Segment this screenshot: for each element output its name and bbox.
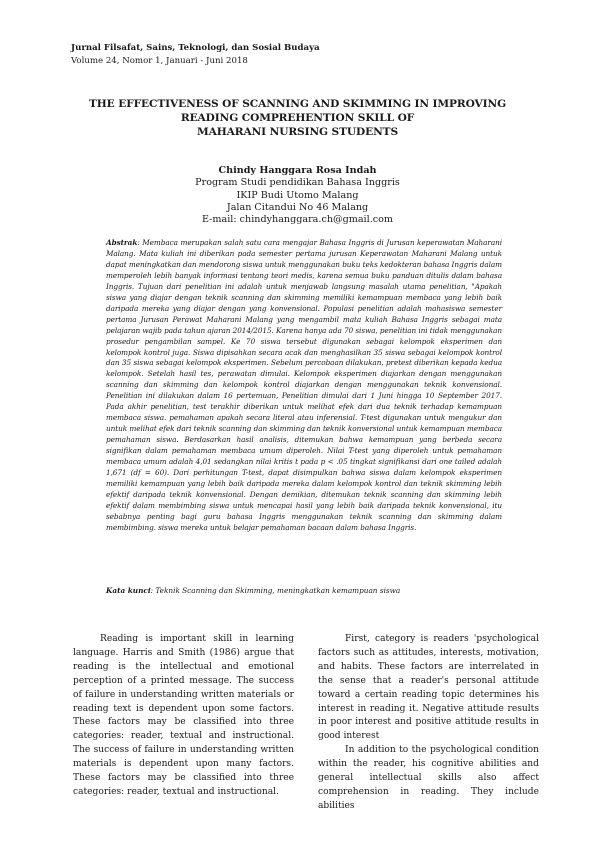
title-line-3: MAHARANI NURSING STUDENTS [196,126,399,138]
journal-volume: Volume 24, Nomor 1, Januari - Juni 2018 [71,55,248,66]
journal-header [71,42,320,67]
author-block [60,165,535,226]
title-line-2: READING COMPREHENTION SKILL OF [180,112,415,124]
author-email[interactable]: E-mail: chindyhanggara.ch@gmail.com [202,214,393,226]
abstract-label: Abstrak [106,238,138,247]
author-program: Program Studi pendidikan Bahasa Inggris [195,177,400,189]
body-paragraph: Reading is important skill in learning language. Harris and Smith (1986) argue that reading is the intellectual and emotional perception of a printed message. The success of failure in understanding written materials or reading text is dependent upon some factors. These factors may be classified into three categories: reader, textual and instructional. The success of failure in understanding written materials is dependent upon many factors. These factors may be classified into three categories: reader, textual and instructional. [73,634,294,797]
abstract-text: : Membaca merupakan salah satu cara mengajar Bahasa Inggris di Jurusan keperawatan Maharani Malang. Mata kuliah ini diberikan pada semester pertama jurusan Keperawatan Maharani Malang untuk dapat meningkatkan dan mendorong siswa untuk menggunakan buku teks kedokteran bahasa Inggris dalam memperoleh lebih banyak informasi tentang teori medis, karena semua buku panduan ditulis dalam bahasa Inggris. Tujuan dari penelitian ini adalah untuk menjawab langsung masalah utama penelitian, "Apakah siswa yang diajar dengan teknik scanning dan skimming memiliki kemampuan membaca yang lebih baik daripada mereka yang diajar dengan yang konvensional. Populasi penelitian adalah mahasiswa semester pertama Jurusan Perawat Maharani Malang yang mengambil mata kuliah Bahasa Inggris sebagai mata pelajaran wajib pada tahun ajaran 2014/2015. Karena hanya ada 70 siswa, penelitian ini tidak menggunakan prosedur pengambilan sampel. Ke 70 siswa tersebut digunakan sebagai kelompok eksperimen dan kelompok kontrol juga. Siswa dipisahkan secara acak dan menghasilkan 35 siswa sebagai kelompok kontrol dan 35 siswa sebagai kelompok eksperimen. Sebelum percobaan dilakukan, pretest diberikan kepada kedua kelompok. Setelah hasil tes, perawatan dimulai. Kelompok eksperimen diajarkan dengan menggunakan scanning dan skimming dan kelompok kontrol diajarkan dengan menggunakan teknik konvensional. Penelitian ini dilakukan dalam 16 pertemuan, Penelitian dimulai dari 1 Juni hingga 10 September 2017. Pada akhir penelitian, test terakhir diberikan untuk melihat efek dari dua teknik terhadap kemampuan membaca siswa. pemahaman apakah secara literal atau inferensial. T-test digunakan untuk mengukur dan untuk melihat efek dari teknik scanning dan skimming dan teknik konversional untuk kemampuan membaca pemahaman siswa. Berdasarkan hasil analisis, ditemukan bahwa kemampuan yang berbeda secara signifikan dalam pemahaman membaca umum diperoleh. Nilai T-test yang diperoleh untuk pemahaman membaca umum adalah 4,01 sedangkan nilai kritis t pada p < .05 tingkat signifikansi dari one tailed adalah 1,671 (df = 60). Dari perhitungan T-test, dapat disimpulkan bahwa siswa dalam kelompok eksperimen memiliki kemampuan yang lebih baik daripada mereka dalam kelompok kontrol dan teknik skimming lebih efektif daripada teknik konvensional. Dengan demikian, ditemukan teknik scanning dan skimming lebih efektif dalam membimbing siswa untuk mencapai hasil yang lebih baik daripada teknik konvensional, itu sebabnya penting bagi guru bahasa Inggris menggunakan teknik scanning dan skimming dalam membimbing. siswa mereka untuk belajar pemahaman bacaan dalam bahasa Inggris. [106,238,502,532]
title-line-1: THE EFFECTIVENESS OF SCANNING AND SKIMMING IN IMPROVING [88,98,507,110]
body-paragraph: In addition to the psychological condition within the reader, his cognitive abilities and general intellectual skills also affect comprehension in reading. They include abilities [318,745,539,811]
body-column-right [318,633,539,814]
journal-name: Jurnal Filsafat, Sains, Teknologi, dan Sosial Budaya [71,43,320,53]
author-name: Chindy Hanggara Rosa Indah [218,165,377,176]
paper-title [60,97,535,139]
abstract [106,238,502,534]
author-address: Jalan Citandui No 46 Malang [226,201,369,213]
body-paragraph: First, category is readers 'psychological factors such as attitudes, interests, motivation, and habits. These factors are interrelated in the sense that a reader's personal attitude toward a certain reading topic determines his interest in reading it. Negative attitude results in poor interest and positive attitude results in good interest [318,634,539,742]
body-column-left [73,633,294,800]
author-institution: IKIP Budi Utomo Malang [236,189,359,201]
keywords [106,585,502,596]
keywords-label: Kata kunci [106,586,151,595]
keywords-text: : Teknik Scanning dan Skimming, meningkatkan kemampuan siswa [150,586,401,595]
